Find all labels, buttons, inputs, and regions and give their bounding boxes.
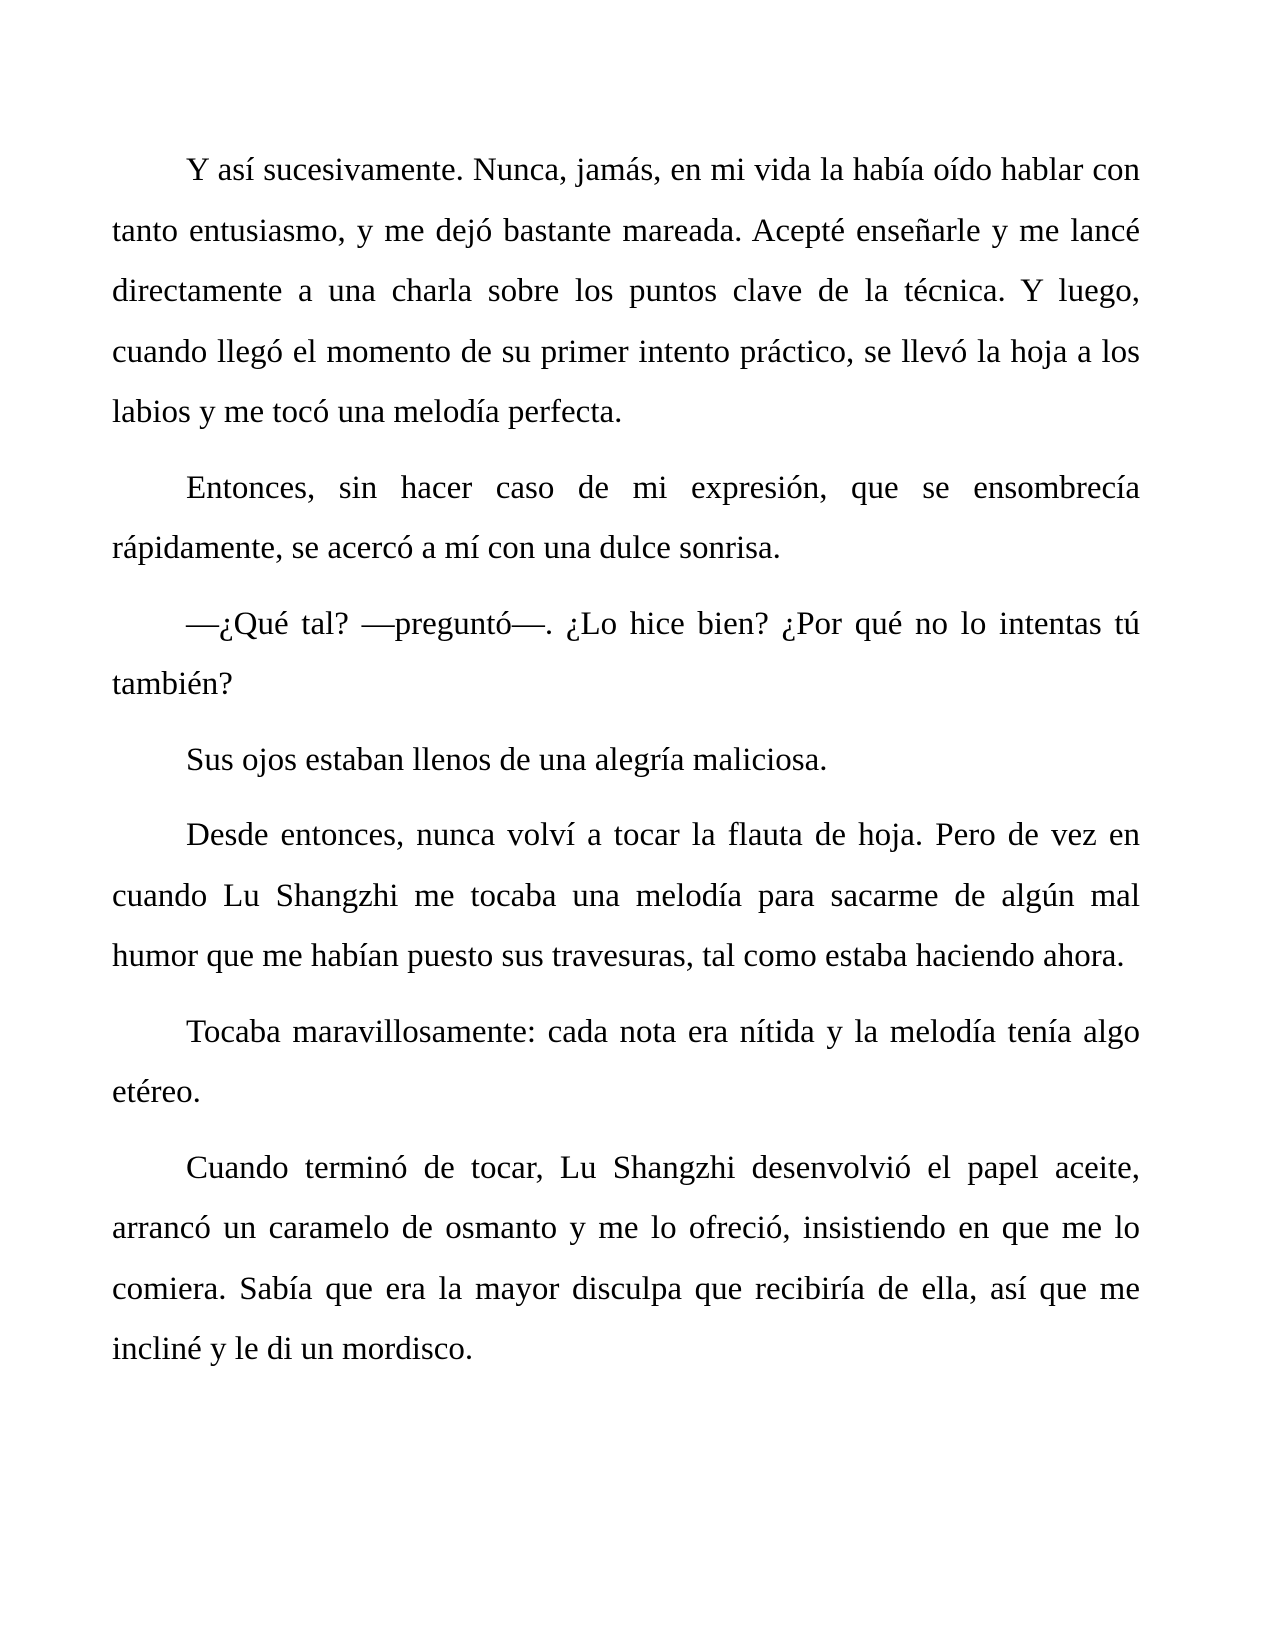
paragraph: Desde entonces, nunca volví a tocar la flauta de hoja. Pero de vez en cuando Lu Shangzhi me tocaba una melodía para sacarme de algún mal humor que me habían puesto sus travesuras, tal como estaba haciendo ahora. <box>112 817 1140 974</box>
paragraph: Sus ojos estaban llenos de una alegría maliciosa. <box>186 741 828 778</box>
body-text <box>112 140 1140 1395</box>
paragraph: Entonces, sin hacer caso de mi expresión, que se ensombrecía rápidamente, se acercó a mí con una dulce sonrisa. <box>112 469 1140 566</box>
paragraph: —¿Qué tal? —preguntó—. ¿Lo hice bien? ¿Por qué no lo intentas tú también? <box>112 605 1140 702</box>
paragraph: Tocaba maravillosamente: cada nota era nítida y la melodía tenía algo etéreo. <box>112 1013 1140 1110</box>
paragraph: Y así sucesivamente. Nunca, jamás, en mi vida la había oído hablar con tanto entusiasmo, y me dejó bastante mareada. Acepté enseñarle y me lancé directamente a una charla sobre los puntos clave de la técnica. Y luego, cuando llegó el momento de su primer intento práctico, se llevó la hoja a los labios y me tocó una melodía perfecta. <box>112 152 1140 430</box>
paragraph: Cuando terminó de tocar, Lu Shangzhi desenvolvió el papel aceite, arrancó un caramelo de osmanto y me lo ofreció, insistiendo en que me lo comiera. Sabía que era la mayor disculpa que recibiría de ella, así que me incliné y le di un mordisco. <box>112 1149 1140 1367</box>
